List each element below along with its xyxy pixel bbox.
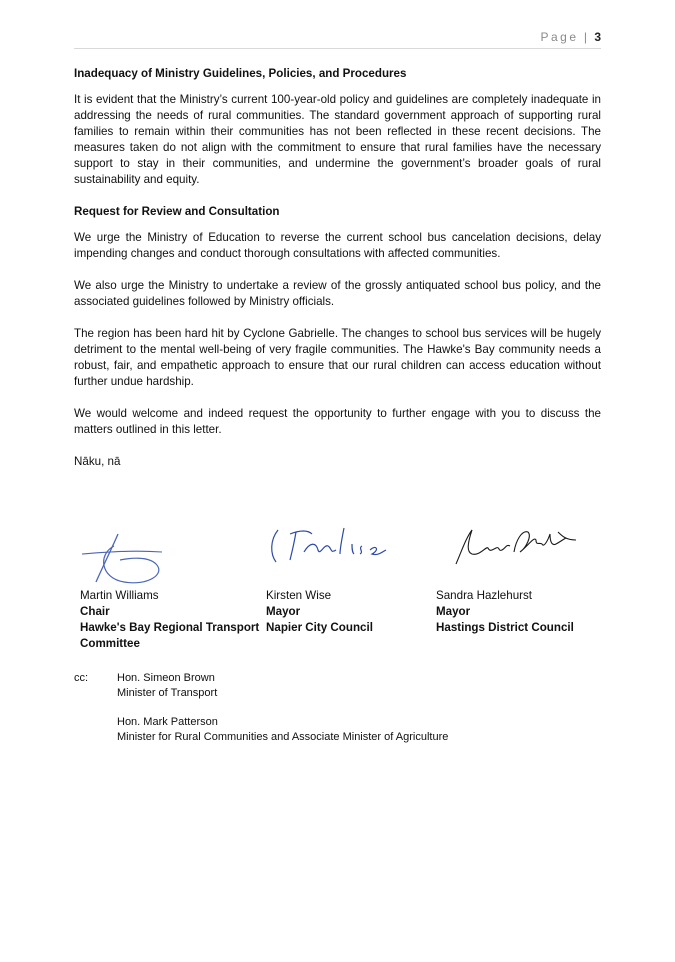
signatory-martin-williams — [80, 588, 259, 652]
paragraph-request-4: We would welcome and indeed request the opportunity to further engage with you to discuss the matters outlined in this letter. — [74, 407, 601, 436]
letter-body — [74, 66, 601, 470]
signatory-kirsten-wise — [266, 588, 373, 636]
section-heading-inadequacy: Inadequacy of Ministry Guidelines, Policies, and Procedures — [74, 67, 407, 80]
signatory-name: Martin Williams — [80, 589, 159, 602]
page-header — [74, 30, 601, 49]
signatory-name: Sandra Hazlehurst — [436, 589, 533, 602]
cc-recipient-role: Minister of Transport — [117, 687, 218, 699]
cc-recipient — [117, 715, 537, 745]
signatory-sandra-hazlehurst — [436, 588, 574, 636]
signature-martin-williams — [78, 530, 170, 590]
paragraph-inadequacy: It is evident that the Ministry’s current 100-year-old policy and guidelines are completely inadequate in addressing the needs of rural communities. The standard government approach of supporting rural families to remain within their communities has not been reflected in these recent decisions. The measures taken do not align with the commitment to ensure that rural families have the necessary support to stay in their communities, and undermine the government’s broader goals of rural sustainability and equity. — [74, 93, 601, 186]
page-label: Page — [540, 30, 579, 44]
signatory-organisation: Hawke's Bay Regional Transport — [80, 621, 260, 634]
section-heading-request: Request for Review and Consultation — [74, 205, 280, 218]
paragraph-request-1: We urge the Ministry of Education to reverse the current school bus cancelation decisions, delay impending changes and conduct thorough consultations with affected communities. — [74, 231, 601, 260]
cc-label: cc: — [74, 672, 89, 684]
cc-recipient-role: Minister for Rural Communities and Associate Minister of Agriculture — [117, 731, 449, 743]
cc-recipient-name: Hon. Mark Patterson — [117, 716, 218, 728]
signatory-organisation: Hastings District Council — [436, 621, 574, 634]
page-number: 3 — [594, 30, 601, 44]
paragraph-request-3: The region has been hard hit by Cyclone Gabrielle. The changes to school bus services will be hugely detriment to the mental well-being of very fragile communities. The Hawke's Bay community needs a robust, fair, and empathetic approach to ensure that our rural children can access education without further undue hardship. — [74, 327, 601, 388]
signatory-title: Mayor — [266, 605, 301, 618]
cc-recipients — [117, 671, 537, 759]
signature-sandra-hazlehurst — [436, 522, 582, 570]
signatory-organisation: Napier City Council — [266, 621, 373, 634]
signature-kirsten-wise — [266, 522, 388, 566]
signatory-title: Mayor — [436, 605, 471, 618]
cc-recipient — [117, 671, 537, 701]
page-separator: | — [580, 30, 591, 44]
cc-recipient-name: Hon. Simeon Brown — [117, 672, 215, 684]
signatory-title: Chair — [80, 605, 110, 618]
signatory-name: Kirsten Wise — [266, 589, 332, 602]
paragraph-request-2: We also urge the Ministry to undertake a review of the grossly antiquated school bus policy, and the associated guidelines followed by Ministry officials. — [74, 279, 601, 308]
signatory-organisation-line2: Committee — [80, 637, 140, 650]
closing-salutation: Nāku, nā — [74, 455, 121, 468]
